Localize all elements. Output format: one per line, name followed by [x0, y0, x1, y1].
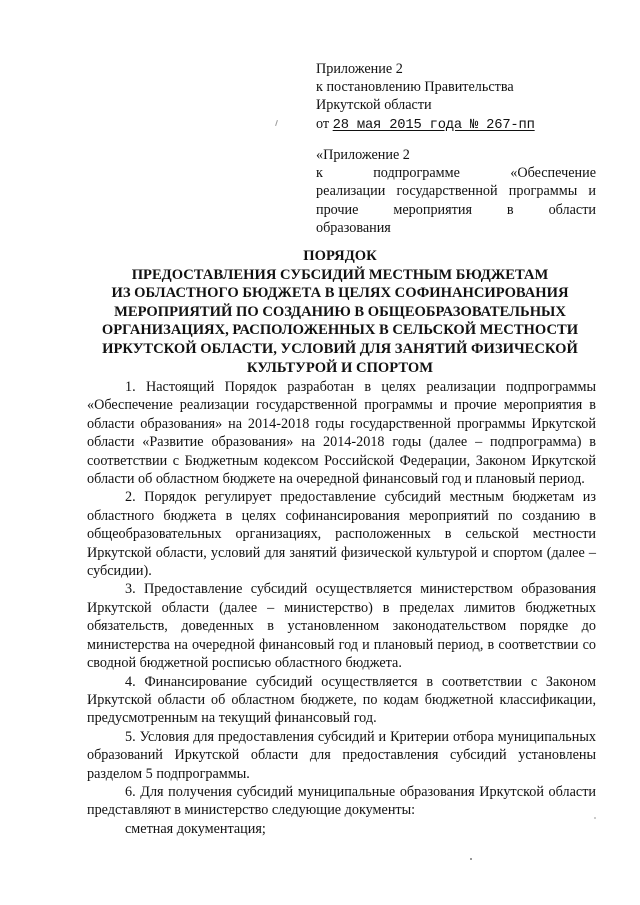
appendix-order-line — [316, 115, 596, 135]
title-line-6: ИРКУТСКОЙ ОБЛАСТИ, УСЛОВИЙ ДЛЯ ЗАНЯТИЙ ФИЗИЧЕСКОЙ — [102, 340, 578, 357]
subappendix-line-3: реализации государственной программы и — [316, 183, 596, 200]
appendix-line-1: Приложение 2 — [316, 61, 403, 77]
title-line-4: МЕРОПРИЯТИЙ ПО СОЗДАНИЮ В ОБЩЕОБРАЗОВАТЕЛЬНЫХ — [114, 303, 566, 320]
paragraph-4: 4. Финансирование субсидий осуществляется в соответствии с Законом Иркутской области об областном бюджете, по кодам бюджетной классификации, предусмотренным на текущий финансовый год. — [87, 673, 596, 727]
paragraph-2: 2. Порядок регулирует предоставление субсидий местным бюджетам из областного бюджета в целях софинансирования мероприятий по созданию в общеобразовательных организациях, расположенных в сельской местности Иркутской области, условий для занятий физической культурой и спортом (далее – субсидии). — [87, 489, 596, 580]
subappendix-line-2: к подпрограмме «Обеспечение — [316, 165, 596, 182]
paragraph-3: 3. Предоставление субсидий осуществляется министерством образования Иркутской области (далее – министерство) в пределах лимитов бюджетных обязательств, доведенных в установленном законодательством порядке до министерства на очередной финансовый год и плановый период, в соответствии со сводной бюджетной росписью областного бюджета. — [87, 581, 596, 672]
scan-tick-mark — [275, 120, 278, 126]
paragraph-1: 1. Настоящий Порядок разработан в целях реализации подпрограммы «Обеспечение реализации государственной программы и прочие мероприятия в области образования» на 2014-2018 годы государственной программы Иркутской области «Развитие образования» на 2014-2018 годы (далее – подпрограмма) в соответствии с Бюджетным кодексом Российской Федерации, Законом Иркутской области об областном бюджете на очередной финансовый год и плановый период. — [87, 379, 596, 488]
subappendix-line-1: «Приложение 2 — [316, 147, 410, 163]
appendix-header — [316, 60, 596, 135]
paragraph-5: 5. Условия для предоставления субсидий и Критерии отбора муниципальных образований Иркутской области для предоставления субсидий установлены разделом 5 подпрограммы. — [87, 728, 596, 782]
appendix-line-3: Иркутской области — [316, 97, 432, 114]
appendix-line-2: к постановлению Правительства — [316, 79, 514, 96]
subappendix-line-5: образования — [316, 219, 391, 236]
title-line-5: ОРГАНИЗАЦИЯХ, РАСПОЛОЖЕННЫХ В СЕЛЬСКОЙ МЕСТНОСТИ — [101, 322, 579, 339]
subprogram-appendix — [316, 146, 596, 237]
title-line-1: ПОРЯДОК — [303, 248, 377, 264]
title-line-7: КУЛЬТУРОЙ И СПОРТОМ — [246, 359, 434, 376]
title-line-2: ПРЕДОСТАВЛЕНИЯ СУБСИДИЙ МЕСТНЫМ БЮДЖЕТАМ — [131, 266, 549, 283]
paragraph-7: сметная документация; — [125, 820, 266, 837]
order-date-number: 28 мая 2015 года № 267-пп — [332, 117, 535, 133]
scan-dot-mark — [470, 858, 472, 860]
subappendix-line-4: прочие мероприятия в области — [316, 201, 596, 218]
document-title — [80, 247, 600, 377]
document-body — [87, 378, 596, 838]
scan-dot-mark — [594, 817, 596, 819]
paragraph-6: 6. Для получения субсидий муниципальные образования Иркутской области представляют в министерство следующие документы: — [87, 783, 596, 819]
order-prefix: от — [316, 115, 330, 132]
title-line-3: ИЗ ОБЛАСТНОГО БЮДЖЕТА В ЦЕЛЯХ СОФИНАНСИРОВАНИЯ — [111, 285, 569, 302]
